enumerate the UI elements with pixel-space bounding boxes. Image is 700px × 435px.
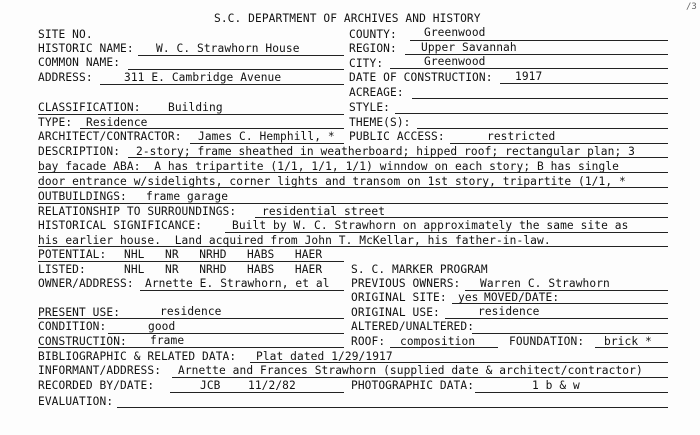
outbuildings-label: OUTBUILDINGS: (38, 190, 127, 203)
relationship-label: RELATIONSHIP TO SURROUNDINGS: (38, 205, 237, 218)
condition-label: CONDITION: (38, 320, 107, 333)
original-use-value: residence (478, 305, 540, 318)
informant-label: INFORMANT/ADDRESS: (38, 364, 162, 377)
present-use-label: PRESENT USE: (38, 306, 121, 319)
foundation-label: FOUNDATION: (509, 335, 585, 348)
relationship-value: residential street (262, 205, 386, 218)
condition-value: good (148, 320, 176, 333)
county-value: Greenwood (424, 26, 486, 39)
photographic-data-value: 1 b & w (532, 379, 580, 392)
region-value: Upper Savannah (421, 41, 517, 54)
roof-value: composition (400, 335, 476, 348)
classification-value: Building (168, 101, 223, 114)
listed-label: LISTED: (38, 263, 86, 276)
type-value: Residence (86, 116, 148, 129)
historic-name-value: W. C. Strawhorn House (156, 42, 300, 55)
potential-label: POTENTIAL: (38, 248, 107, 261)
page-number: /3 (686, 2, 697, 12)
common-name-label: COMMON NAME: (38, 56, 121, 69)
altered-label: ALTERED/UNALTERED: (351, 320, 475, 333)
historical-significance-line-2: his earlier house. Land acquired from John T. McKellar, his father-in-law. (38, 234, 551, 247)
description-line-2: bay facade ABA: A has tripartite (1/1, 1/1, 1/1) winndow on each story; B has single (38, 160, 620, 173)
date-of-construction-value: 1917 (515, 70, 543, 83)
roof-label: ROOF: (351, 335, 386, 348)
city-value: Greenwood (424, 55, 486, 68)
form-header: S.C. DEPARTMENT OF ARCHIVES AND HISTORY (214, 12, 481, 25)
previous-owners-label: PREVIOUS OWNERS: (351, 277, 461, 290)
bibliographic-label: BIBLIOGRAPHIC & RELATED DATA: (38, 350, 237, 363)
owner-address-label: OWNER/ADDRESS: (38, 277, 134, 290)
foundation-value: brick * (604, 335, 652, 348)
recorded-by-value: JCB (200, 379, 221, 392)
evaluation-label: EVALUATION: (38, 395, 114, 408)
historic-name-label: HISTORIC NAME: (38, 42, 134, 55)
informant-value: Arnette and Frances Strawhorn (supplied date & architect/contractor) (178, 364, 643, 377)
potential-options: NHL NR NRHD HABS HAER (124, 248, 323, 261)
region-label: REGION: (349, 42, 397, 55)
listed-options: NHL NR NRHD HABS HAER (124, 263, 323, 276)
site-no-label: SITE NO. (38, 28, 93, 41)
date-of-construction-label: DATE OF CONSTRUCTION: (349, 71, 493, 84)
city-label: CITY: (349, 57, 384, 70)
public-access-label: PUBLIC ACCESS: (349, 130, 445, 143)
theme-label: THEME(S): (349, 116, 411, 129)
photographic-data-label: PHOTOGRAPHIC DATA: (351, 379, 475, 392)
recorded-by-label: RECORDED BY/DATE: (38, 379, 155, 392)
description-line-1: 2-story; frame sheathed in weatherboard; hipped roof; rectangular plan; 3 (136, 145, 635, 158)
public-access-value: restricted (487, 130, 556, 143)
address-value: 311 E. Cambridge Avenue (124, 71, 282, 84)
county-label: COUNTY: (349, 28, 397, 41)
recorded-date-value: 11/2/82 (248, 379, 296, 392)
description-line-3: door entrance w/sidelights, corner lights and transom on 1st story, tripartite (1/1, * (38, 175, 626, 188)
original-site-label: ORIGINAL SITE: (351, 291, 447, 304)
moved-date-label: MOVED/DATE: (484, 291, 560, 304)
address-label: ADDRESS: (38, 71, 93, 84)
outbuildings-value: frame garage (146, 190, 229, 203)
construction-value: frame (150, 334, 185, 347)
bibliographic-value: Plat dated 1/29/1917 (256, 350, 393, 363)
original-use-label: ORIGINAL USE: (351, 306, 440, 319)
construction-label: CONSTRUCTION: (38, 335, 127, 348)
architect-label: ARCHITECT/CONTRACTOR: (38, 130, 182, 143)
previous-owners-value: Warren C. Strawhorn (480, 277, 610, 290)
present-use-value: residence (160, 305, 222, 318)
classification-label: CLASSIFICATION: (38, 101, 141, 114)
historical-significance-label: HISTORICAL SIGNIFICANCE: (38, 219, 203, 232)
original-site-value: yes (458, 291, 479, 304)
historical-significance-line-1: Built by W. C. Strawhorn on approximately the same site as (232, 219, 629, 232)
owner-address-value: Arnette E. Strawhorn, et al (145, 277, 330, 290)
type-label: TYPE: (38, 116, 73, 129)
marker-program: S. C. MARKER PROGRAM (351, 263, 488, 276)
style-label: STYLE: (349, 101, 391, 114)
acreage-label: ACREAGE: (349, 86, 404, 99)
architect-value: James C. Hemphill, * (198, 130, 335, 143)
description-label: DESCRIPTION: (38, 145, 121, 158)
